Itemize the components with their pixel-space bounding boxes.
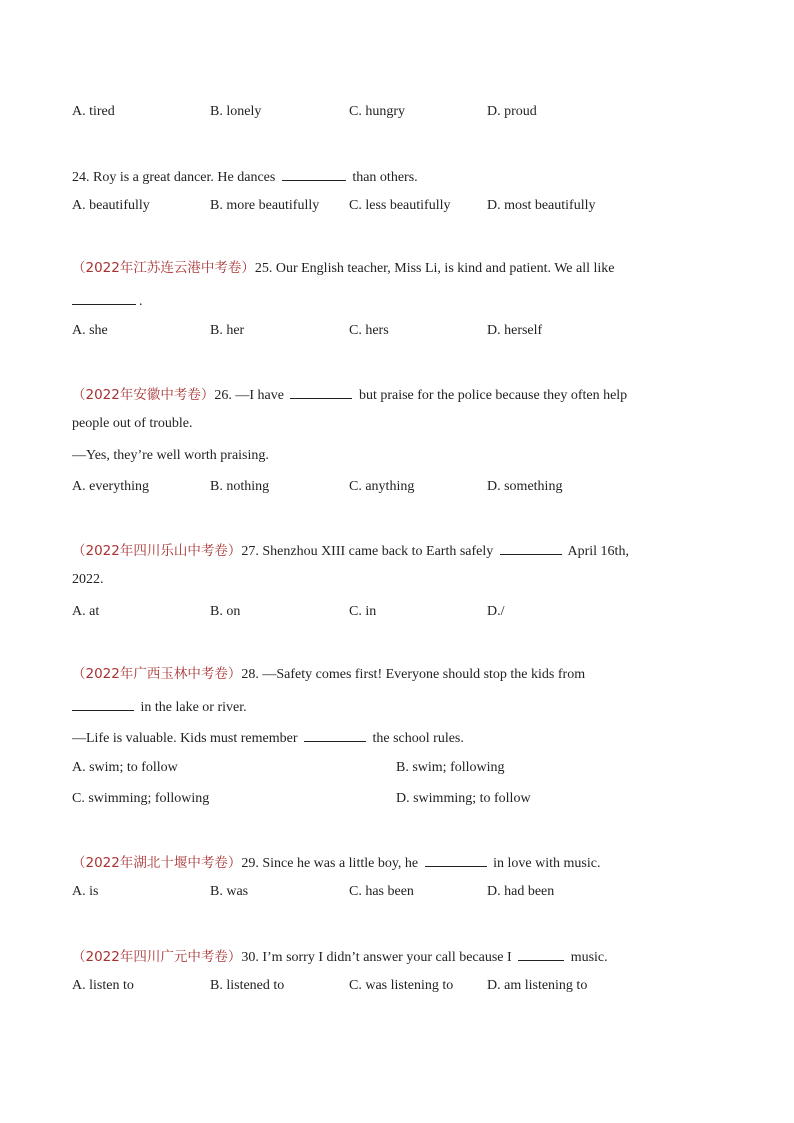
question-28-stem	[72, 665, 585, 684]
answer-blank	[425, 852, 487, 867]
question-28-reply	[72, 727, 464, 748]
option-c: C. swimming; following	[72, 791, 210, 806]
question-24-stem	[72, 166, 418, 187]
option-d: D. had been	[487, 884, 555, 899]
option-b: B. lonely	[210, 104, 262, 119]
answer-blank	[500, 540, 562, 555]
option-d: D. proud	[487, 104, 537, 119]
question-29-stem	[72, 852, 600, 873]
question-25-stem-cont	[72, 290, 143, 311]
option-d: D. swimming; to follow	[396, 791, 531, 806]
answer-blank	[290, 384, 352, 399]
option-a: A. is	[72, 884, 99, 899]
stem-text: 26. —I have	[214, 388, 284, 403]
option-b: B. nothing	[210, 479, 270, 494]
stem-text: 28. —Safety comes first! Everyone should stop the kids from	[241, 667, 586, 682]
option-b: B. was	[210, 884, 249, 899]
option-d: D. herself	[487, 323, 543, 338]
option-b: B. her	[210, 323, 245, 338]
source-label: （2022年安徽中考卷）	[72, 387, 215, 403]
option-d: D./	[487, 604, 505, 619]
question-26-reply: —Yes, they’re well worth praising.	[72, 448, 269, 463]
option-c: C. anything	[349, 479, 415, 494]
option-a: A. at	[72, 604, 100, 619]
option-d: D. something	[487, 479, 563, 494]
source-label: （2022年广西玉林中考卷）	[72, 666, 242, 682]
option-b: B. more beautifully	[210, 198, 320, 213]
stem-text: 25. Our English teacher, Miss Li, is kind and patient. We all like	[254, 261, 615, 276]
option-c: C. hungry	[349, 104, 405, 119]
stem-text: .	[139, 294, 143, 309]
stem-text: in love with music.	[493, 856, 601, 871]
reply-text: —Life is valuable. Kids must remember	[72, 731, 298, 746]
stem-text: music.	[570, 950, 608, 965]
question-27-stem	[72, 540, 629, 561]
stem-text: 24. Roy is a great dancer. He dances	[72, 170, 276, 185]
option-a: A. everything	[72, 479, 149, 494]
answer-blank	[72, 696, 134, 711]
source-label: （2022年四川乐山中考卷）	[72, 543, 242, 559]
source-label: （2022年湖北十堰中考卷）	[72, 855, 242, 871]
question-28-stem-cont	[72, 696, 247, 717]
option-a: A. listen to	[72, 978, 134, 993]
option-a: A. tired	[72, 104, 115, 119]
question-30-stem	[72, 946, 608, 967]
option-c: C. has been	[349, 884, 414, 899]
question-25-stem	[72, 259, 615, 278]
source-label: （2022年江苏连云港中考卷）	[72, 260, 255, 276]
option-c: C. hers	[349, 323, 389, 338]
option-c: C. was listening to	[349, 978, 454, 993]
option-a: A. swim; to follow	[72, 760, 178, 775]
question-26-stem	[72, 384, 627, 405]
stem-text: 30. I’m sorry I didn’t answer your call because I	[241, 950, 512, 965]
stem-text: in the lake or river.	[140, 700, 247, 715]
option-b: B. listened to	[210, 978, 285, 993]
stem-text: than others.	[352, 170, 418, 185]
option-b: B. swim; following	[396, 760, 505, 775]
option-c: C. less beautifully	[349, 198, 451, 213]
option-c: C. in	[349, 604, 377, 619]
stem-text: 27. Shenzhou XIII came back to Earth safely	[241, 544, 494, 559]
stem-text: 29. Since he was a little boy, he	[241, 856, 419, 871]
option-d: D. am listening to	[487, 978, 588, 993]
answer-blank	[282, 166, 346, 181]
answer-blank	[72, 290, 136, 305]
option-b: B. on	[210, 604, 241, 619]
stem-text: but praise for the police because they often help	[358, 388, 628, 403]
option-a: A. she	[72, 323, 108, 338]
stem-text: April 16th,	[567, 544, 629, 559]
answer-blank	[304, 727, 366, 742]
question-27-stem-cont: 2022.	[72, 572, 104, 587]
answer-blank	[518, 946, 564, 961]
question-26-stem-cont: people out of trouble.	[72, 416, 193, 431]
source-label: （2022年四川广元中考卷）	[72, 949, 242, 965]
reply-text: the school rules.	[372, 731, 464, 746]
option-a: A. beautifully	[72, 198, 150, 213]
option-d: D. most beautifully	[487, 198, 596, 213]
